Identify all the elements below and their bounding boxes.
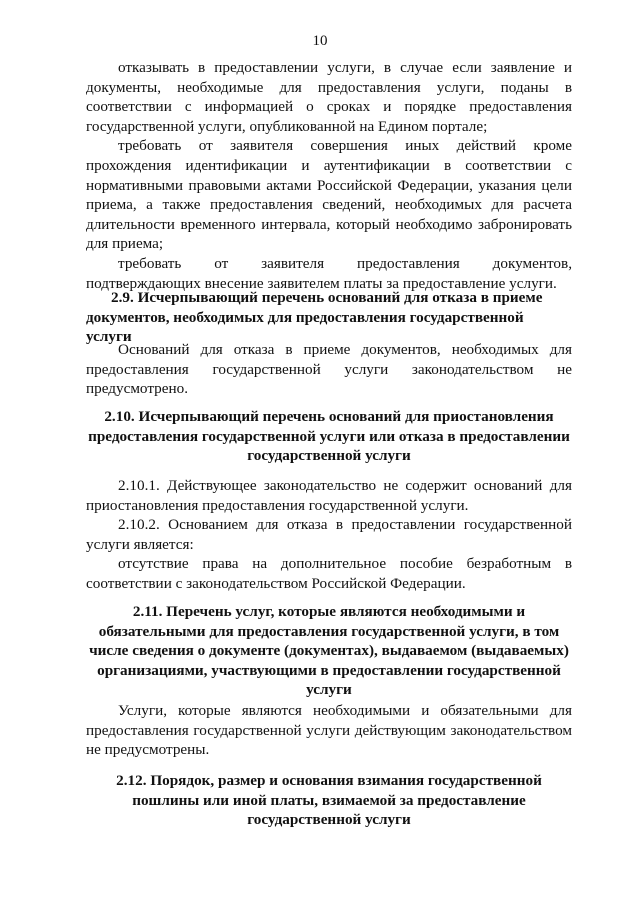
section-continuation — [86, 58, 572, 293]
section-2-10 — [86, 407, 572, 466]
paragraph-2-10-1: 2.10.1. Действующее законодательство не содержит оснований для приостановления предоставления государственной услуги. — [86, 477, 572, 514]
heading-2-11: 2.11. Перечень услуг, которые являются необходимыми и обязательными для предоставления государственной услуги, в том числе сведения о документе (документах), выдаваемом (выдаваемых) организациями, участвующими в предоставлении государственной услуги — [89, 603, 569, 699]
section-2-9 — [86, 288, 572, 347]
paragraph-2-10-2: 2.10.2. Основанием для отказа в предоставлении государственной услуги является: — [86, 516, 572, 553]
heading-2-12: 2.12. Порядок, размер и основания взимания государственной пошлины или иной платы, взимаемой за предоставление государственной услуги — [116, 772, 542, 829]
section-2-9-body — [86, 340, 572, 399]
section-2-10-body — [86, 476, 572, 594]
section-2-11 — [86, 602, 572, 700]
paragraph-require-documents: требовать от заявителя предоставления документов, подтверждающих внесение заявителем платы за предоставление услуги. — [86, 254, 572, 292]
page-number: 10 — [312, 33, 328, 49]
paragraph-refuse-service: отказывать в предоставлении услуги, в случае если заявление и документы, необходимые для предоставления услуги, поданы в соответствии с информацией о сроках и порядке предоставления государственной услуги, опубликованной на Едином портале; — [86, 59, 572, 135]
heading-2-9: 2.9. Исчерпывающий перечень оснований для отказа в приеме документов, необходимых для предоставления государственной услуги — [86, 289, 543, 346]
paragraph-2-11: Услуги, которые являются необходимыми и обязательными для предоставления государственной услуги действующим законодательством не предусмотрены. — [86, 702, 572, 759]
paragraph-2-9: Оснований для отказа в приеме документов, необходимых для предоставления государственной услуги законодательством не предусмотрено. — [86, 341, 572, 398]
paragraph-require-actions: требовать от заявителя совершения иных действий кроме прохождения идентификации и аутентификации в соответствии с нормативными правовыми актами Российской Федерации, указания цели приема, а также предоставления сведений, необходимых для расчета длительности временного интервала, который необходимо забронировать для приема; — [86, 137, 572, 253]
section-2-12 — [86, 771, 572, 830]
paragraph-2-10-3: отсутствие права на дополнительное пособие безработным в соответствии с законодательством Российской Федерации. — [86, 555, 572, 592]
section-2-11-body — [86, 701, 572, 760]
heading-2-10: 2.10. Исчерпывающий перечень оснований для приостановления предоставления государственной услуги или отказа в предоставлении государственной услуги — [88, 408, 570, 465]
